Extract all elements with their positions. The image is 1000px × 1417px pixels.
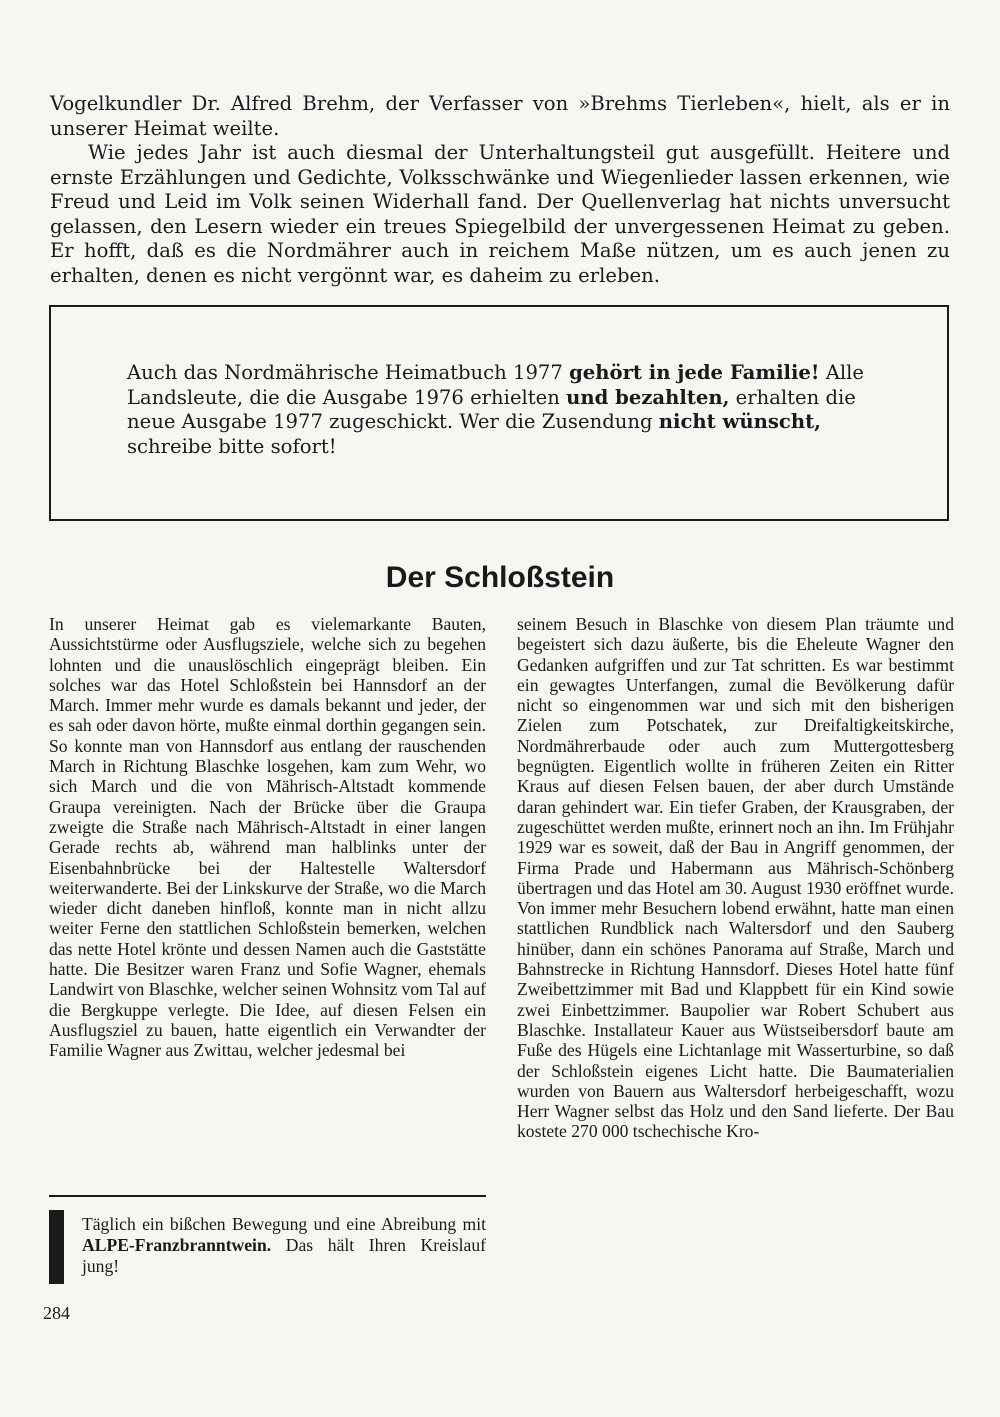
article-column-right [517,614,954,1142]
advert-text-part-2: Das hält Ihren Kreislauf jung! [82,1235,486,1276]
subscription-notice-box [49,305,949,521]
subscription-notice-text [127,361,867,459]
advert-text-part-1: Täglich ein bißchen Bewegung und eine Abreibung mit [82,1214,486,1234]
intro-paragraph-2: Wie jedes Jahr ist auch diesmal der Unterhaltungsteil gut ausgefüllt. Heitere und ernste Erzählungen und Gedichte, Volksschwänke und Wiegenlieder lassen erkennen, wie Freud und Leid im Volk seinen Widerhall fand. Der Quellenverlag hat nichts unversucht gelassen, den Lesern wieder ein treues Spiegelbild der unvergessenen Heimat zu geben. Er hofft, daß es die Nordmährer auch in reichem Maße nützen, um es auch jenen zu erhalten, denen es nicht vergönnt war, es daheim zu erleben. [50,141,950,287]
advert-box [49,1210,486,1285]
article-column-left [49,614,486,1061]
article-right-text: seinem Besuch in Blaschke von diesem Plan träumte und begeistert sich dazu äußerte, bis die Eheleute Wagner den Gedanken aufgriffen und zur Tat schritten. Es war bestimmt ein gewagtes Unterfangen, zumal die Bevölkerung dafür nicht so eingenommen war und sich mit den bisherigen Zielen zum Potschatek, zur Dreifaltigkeitskirche, Nordmährerbaude oder auch zum Muttergottesberg begnügten. Eigentlich wollte in früheren Zeiten ein Ritter Kraus auf diesen Felsen bauen, der aber durch Umstände daran gehindert war. Ein tiefer Graben, der Krausgraben, der zugeschüttet werden mußte, erinnert noch an ihn. Im Frühjahr 1929 war es soweit, daß der Bau in Angriff genommen, der Firma Prade und Habermann aus Mährisch-Schönberg übertragen und das Hotel am 30. August 1930 eröffnet wurde. Von immer mehr Besuchern lobend erwähnt, hatte man einen stattlichen Rundblick nach Waltersdorf und den Sauberg hinüber, dann ein schönes Panorama auf Straße, March und Bahnstrecke in Richtung Hannsdorf. Dieses Hotel hatte fünf Zweibettzimmer mit Bad und Klappbett für ein Kind sowie zwei Einbettzimmer. Baupolier war Robert Schubert aus Blaschke. Installateur Kauer aus Wüstseibersdorf baute am Fuße des Hügels eine Lichtanlage mit Wasserturbine, so daß der Schloßstein eigenes Licht hatte. Die Baumaterialien wurden von Bauern aus Waltersdorf herbeigeschafft, wozu Herr Wagner selbst das Holz und den Sand lieferte. Der Bau kostete 270 000 tschechische Kro- [517,614,954,1142]
advert-text [82,1214,486,1277]
advert-divider [49,1195,486,1197]
intro-text [50,92,950,288]
intro-paragraph-1: Vogelkundler Dr. Alfred Brehm, der Verfasser von »Brehms Tierleben«, hielt, als er in unserer Heimat weilte. [50,92,950,140]
notice-text-part-2: Alle Landsleute, die die Ausgabe 1976 erhielten [127,361,865,409]
page-number: 284 [43,1303,70,1323]
notice-text-part-1: Auch das Nordmährische Heimatbuch 1977 [127,361,570,384]
notice-text-part-4: schreibe bitte sofort! [127,434,337,458]
notice-bold-family: gehört in jede Familie! [569,361,820,384]
notice-bold-not-wanted: nicht wünscht, [658,410,821,433]
advert-product-name: ALPE-Franzbranntwein. [82,1235,272,1255]
advert-bar [49,1210,64,1284]
notice-bold-paid: und bezahlten, [566,385,730,409]
article-left-text: In unserer Heimat gab es vielemarkante Bauten, Aussichtstürme oder Ausflugsziele, welche sich zu begehen lohnten und die unauslöschlich eingeprägt bleiben. Ein solches war das Hotel Schloßstein bei Hannsdorf an der March. Immer mehr wurde es damals bekannt und jeder, der es sah oder davon hörte, mußte einmal dorthin gegangen sein. So konnte man von Hannsdorf aus entlang der rauschenden March in Richtung Blaschke losgehen, kam zum Wehr, wo sich March und die von Mährisch-Altstadt kommende Graupa vereinigten. Nach der Brücke über die Graupa zweigte die Straße nach Mährisch-Altstadt in einer langen Gerade rechts ab, während man halblinks unter der Eisenbahnbrücke bei der Haltestelle Waltersdorf weiterwanderte. Bei der Linkskurve der Straße, wo die March wieder dicht daneben hinfloß, konnte man in nicht allzu weiter Ferne den stattlichen Schloßstein bemerken, welchen das nette Hotel krönte und dessen Namen auch die Gaststätte hatte. Die Besitzer waren Franz und Sofie Wagner, ehemals Landwirt von Blaschke, welcher seinen Wohnsitz vom Tal auf die Bergkuppe verlegte. Die Idee, auf diesen Felsen ein Ausflugsziel zu bauen, hatte eigentlich ein Verwandter der Familie Wagner aus Zwittau, welcher jedesmal bei [49,614,486,1061]
article-title: Der Schloßstein [385,561,615,594]
notice-text-part-3: erhalten die neue Ausgabe 1977 zugeschickt. Wer die Zusendung [127,385,856,433]
